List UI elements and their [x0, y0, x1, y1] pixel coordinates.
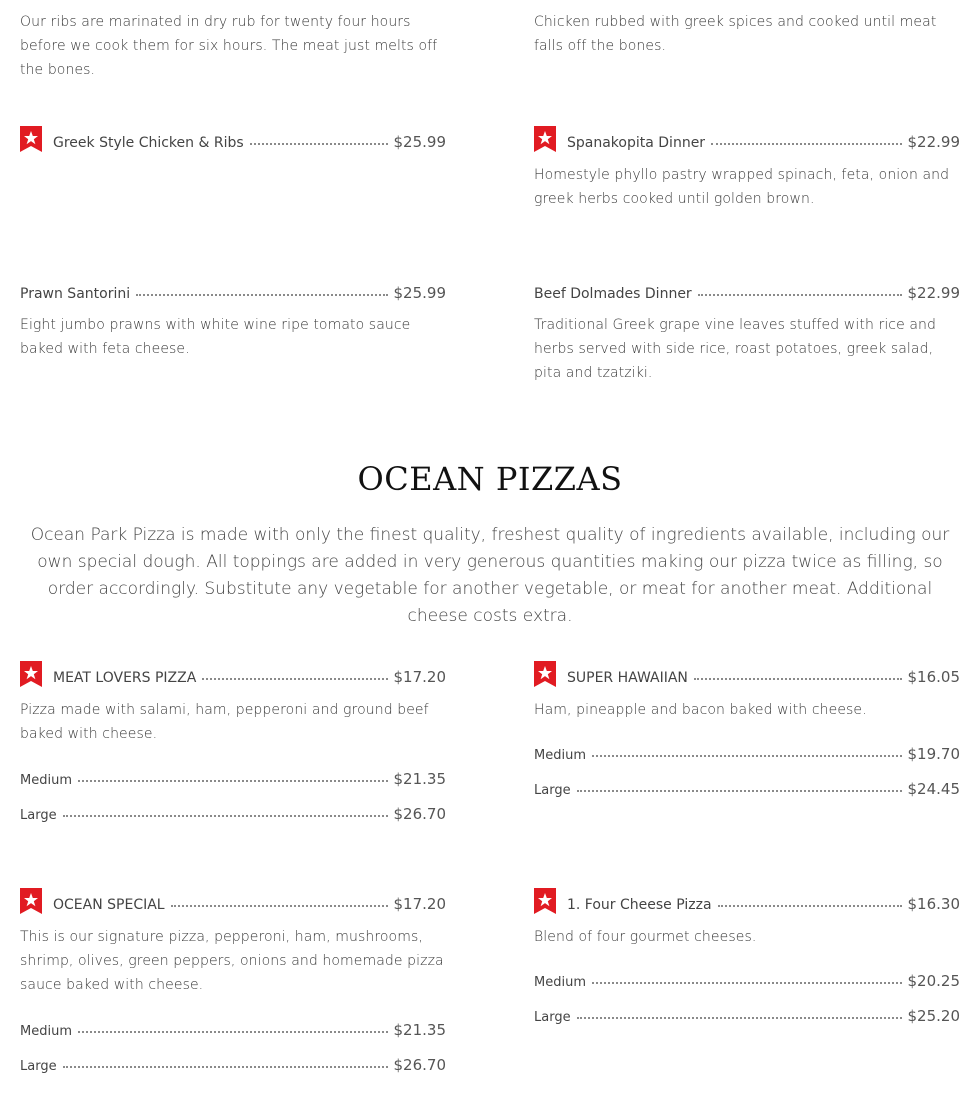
size-price: $26.70 — [393, 805, 446, 823]
item-description: This is our signature pizza, pepperoni, ham, mushrooms, shrimp, olives, green peppers, onions and homemade pizza sauce baked with cheese. — [20, 929, 444, 993]
item-name: MEAT LOVERS PIZZA — [53, 670, 197, 686]
leader-dots — [592, 982, 902, 984]
item-price: $22.99 — [907, 133, 960, 151]
chicken-description: Chicken rubbed with greek spices and cooked until meat falls off the bones. — [534, 14, 937, 54]
size-option-large[interactable] — [534, 1001, 960, 1025]
leader-dots — [78, 1031, 388, 1033]
size-option-large[interactable] — [20, 1050, 446, 1074]
size-price: $25.20 — [907, 1007, 960, 1025]
leader-dots — [698, 294, 902, 296]
size-label: Large — [534, 1010, 571, 1025]
star-badge-icon — [20, 661, 42, 687]
star-badge-icon — [534, 888, 556, 914]
size-label: Medium — [20, 773, 72, 788]
size-price: $19.70 — [907, 745, 960, 763]
menu-item-spanakopita[interactable] — [534, 127, 960, 151]
size-price: $26.70 — [393, 1056, 446, 1074]
menu-item-super-hawaiian[interactable] — [534, 662, 960, 686]
section-intro: Ocean Park Pizza is made with only the finest quality, freshest quality of ingredients available, including our own special dough. All toppings are added in very generous quantities making our pizza twice as filling, so order accordingly. Substitute any vegetable for another vegetable, or meat for another meat. Additional cheese costs extra. — [30, 525, 950, 626]
menu-item-meat-lovers[interactable] — [20, 662, 446, 686]
leader-dots — [63, 815, 388, 817]
size-price: $21.35 — [393, 1021, 446, 1039]
item-price: $22.99 — [907, 284, 960, 302]
menu-item-four-cheese[interactable] — [534, 889, 960, 913]
size-label: Large — [20, 808, 57, 823]
size-option-large[interactable] — [20, 799, 446, 823]
item-description: Ham, pineapple and bacon baked with cheese. — [534, 702, 867, 718]
item-price: $17.20 — [393, 668, 446, 686]
star-badge-icon — [20, 126, 42, 152]
item-description: Blend of four gourmet cheeses. — [534, 929, 757, 945]
size-price: $20.25 — [907, 972, 960, 990]
item-name: Prawn Santorini — [20, 286, 131, 302]
menu-item-prawn-santorini[interactable] — [20, 278, 446, 302]
leader-dots — [202, 678, 387, 680]
item-price: $16.05 — [907, 668, 960, 686]
leader-dots — [63, 1066, 388, 1068]
item-price: $25.99 — [393, 284, 446, 302]
item-name: Beef Dolmades Dinner — [534, 286, 692, 302]
item-name: OCEAN SPECIAL — [53, 897, 165, 913]
item-name: Greek Style Chicken & Ribs — [53, 135, 244, 151]
leader-dots — [718, 905, 902, 907]
size-price: $24.45 — [907, 780, 960, 798]
item-description: Eight jumbo prawns with white wine ripe tomato sauce baked with feta cheese. — [20, 317, 411, 357]
menu-item-greek-chicken-ribs[interactable] — [20, 127, 446, 151]
menu-item-beef-dolmades[interactable] — [534, 278, 960, 302]
item-description: Pizza made with salami, ham, pepperoni and ground beef baked with cheese. — [20, 702, 429, 742]
size-option-medium[interactable] — [20, 764, 446, 788]
item-name: SUPER HAWAIIAN — [567, 670, 688, 686]
leader-dots — [171, 905, 388, 907]
size-price: $21.35 — [393, 770, 446, 788]
leader-dots — [250, 143, 388, 145]
leader-dots — [78, 780, 388, 782]
ribs-description: Our ribs are marinated in dry rub for twenty four hours before we cook them for six hours. The meat just melts off the bones. — [20, 14, 438, 78]
star-badge-icon — [534, 126, 556, 152]
leader-dots — [694, 678, 902, 680]
size-option-large[interactable] — [534, 774, 960, 798]
leader-dots — [592, 755, 902, 757]
star-badge-icon — [20, 888, 42, 914]
size-label: Medium — [20, 1024, 72, 1039]
leader-dots — [136, 294, 387, 296]
size-label: Medium — [534, 748, 586, 763]
size-label: Large — [20, 1059, 57, 1074]
size-label: Large — [534, 783, 571, 798]
item-description: Homestyle phyllo pastry wrapped spinach, feta, onion and greek herbs cooked until golden brown. — [534, 167, 950, 207]
size-label: Medium — [534, 975, 586, 990]
item-price: $17.20 — [393, 895, 446, 913]
size-option-medium[interactable] — [534, 739, 960, 763]
leader-dots — [711, 143, 901, 145]
size-option-medium[interactable] — [20, 1015, 446, 1039]
item-name: 1. Four Cheese Pizza — [567, 897, 712, 913]
leader-dots — [577, 1017, 902, 1019]
star-badge-icon — [534, 661, 556, 687]
section-title: OCEAN PIZZAS — [357, 460, 623, 498]
leader-dots — [577, 790, 902, 792]
item-name: Spanakopita Dinner — [567, 135, 706, 151]
item-description: Traditional Greek grape vine leaves stuffed with rice and herbs served with side rice, roast potatoes, greek salad, pita and tzatziki. — [534, 317, 937, 381]
item-price: $16.30 — [907, 895, 960, 913]
size-option-medium[interactable] — [534, 966, 960, 990]
menu-item-ocean-special[interactable] — [20, 889, 446, 913]
item-price: $25.99 — [393, 133, 446, 151]
